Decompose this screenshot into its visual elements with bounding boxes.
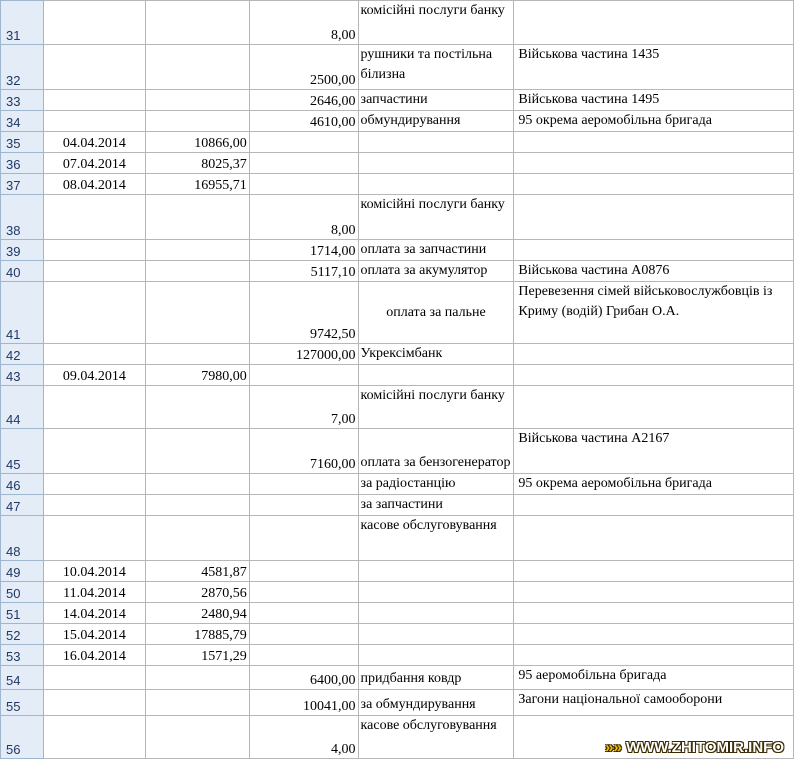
amount-cell[interactable]: [249, 516, 358, 561]
recipient-cell[interactable]: [514, 624, 794, 645]
table-row: [1, 132, 794, 153]
table-row: [1, 174, 794, 195]
date-cell[interactable]: [43, 386, 145, 429]
amount-cell[interactable]: [249, 495, 358, 516]
table-row: [1, 344, 794, 365]
table-row: [1, 561, 794, 582]
row-header[interactable]: 42: [1, 344, 44, 365]
recipient-cell[interactable]: Військова частина 1435: [514, 45, 794, 90]
sum-cell[interactable]: [145, 429, 249, 474]
date-cell[interactable]: [43, 690, 145, 716]
date-cell[interactable]: 09.04.2014: [43, 365, 145, 386]
table-row: [1, 240, 794, 261]
amount-cell[interactable]: 10041,00: [249, 690, 358, 716]
table-row: [1, 153, 794, 174]
row-header[interactable]: 31: [1, 1, 44, 45]
amount-cell[interactable]: 7,00: [249, 386, 358, 429]
sum-cell[interactable]: [145, 344, 249, 365]
purpose-cell[interactable]: комісійні послуги банку: [358, 1, 514, 45]
row-header[interactable]: 37: [1, 174, 44, 195]
amount-cell[interactable]: [249, 645, 358, 666]
date-cell[interactable]: [43, 282, 145, 344]
table-row: [1, 90, 794, 111]
recipient-cell[interactable]: Військова частина 1495: [514, 90, 794, 111]
amount-cell[interactable]: 6400,00: [249, 666, 358, 690]
table-row: [1, 365, 794, 386]
sum-cell[interactable]: [145, 716, 249, 759]
recipient-cell[interactable]: 95 окрема аеромобільна бригада: [514, 474, 794, 495]
purpose-cell[interactable]: [358, 582, 514, 603]
amount-cell[interactable]: [249, 582, 358, 603]
date-cell[interactable]: [43, 474, 145, 495]
sum-cell[interactable]: 10866,00: [145, 132, 249, 153]
table-row: [1, 516, 794, 561]
recipient-cell[interactable]: 95 окрема аеромобільна бригада: [514, 111, 794, 132]
purpose-cell[interactable]: комісійні послуги банку: [358, 386, 514, 429]
recipient-cell[interactable]: [514, 645, 794, 666]
table-row: [1, 195, 794, 240]
date-cell[interactable]: 16.04.2014: [43, 645, 145, 666]
sum-cell[interactable]: [145, 111, 249, 132]
purpose-cell[interactable]: придбання ковдр: [358, 666, 514, 690]
amount-cell[interactable]: [249, 474, 358, 495]
recipient-cell[interactable]: [514, 495, 794, 516]
purpose-cell[interactable]: [358, 561, 514, 582]
sum-cell[interactable]: [145, 474, 249, 495]
date-cell[interactable]: 07.04.2014: [43, 153, 145, 174]
table-row: [1, 645, 794, 666]
amount-cell[interactable]: 2500,00: [249, 45, 358, 90]
recipient-cell[interactable]: [514, 603, 794, 624]
date-cell[interactable]: [43, 666, 145, 690]
amount-cell[interactable]: 8,00: [249, 195, 358, 240]
purpose-cell[interactable]: Укрексімбанк: [358, 344, 514, 365]
row-header[interactable]: 46: [1, 474, 44, 495]
row-header[interactable]: 38: [1, 195, 44, 240]
table-row: [1, 386, 794, 429]
amount-cell[interactable]: 4,00: [249, 716, 358, 759]
amount-cell[interactable]: [249, 153, 358, 174]
sum-cell[interactable]: [145, 495, 249, 516]
row-header[interactable]: 47: [1, 495, 44, 516]
table-row: [1, 45, 794, 90]
amount-cell[interactable]: 9742,50: [249, 282, 358, 344]
row-header[interactable]: 50: [1, 582, 44, 603]
purpose-cell[interactable]: [358, 645, 514, 666]
table-row: [1, 582, 794, 603]
table-row: [1, 429, 794, 474]
row-header[interactable]: 43: [1, 365, 44, 386]
purpose-cell[interactable]: оплата за акумулятор: [358, 261, 514, 282]
sum-cell[interactable]: 16955,71: [145, 174, 249, 195]
date-cell[interactable]: [43, 111, 145, 132]
sum-cell[interactable]: 17885,79: [145, 624, 249, 645]
date-cell[interactable]: [43, 495, 145, 516]
amount-cell[interactable]: [249, 561, 358, 582]
sum-cell[interactable]: [145, 282, 249, 344]
date-cell[interactable]: 08.04.2014: [43, 174, 145, 195]
recipient-cell[interactable]: 95 аеромобільна бригада: [514, 666, 794, 690]
row-header[interactable]: 44: [1, 386, 44, 429]
purpose-cell[interactable]: [358, 624, 514, 645]
amount-cell[interactable]: [249, 624, 358, 645]
date-cell[interactable]: 04.04.2014: [43, 132, 145, 153]
sum-cell[interactable]: [145, 45, 249, 90]
sum-cell[interactable]: [145, 1, 249, 45]
watermark-arrows-icon: »»: [605, 739, 622, 756]
date-cell[interactable]: [43, 45, 145, 90]
row-header[interactable]: 41: [1, 282, 44, 344]
date-cell[interactable]: [43, 516, 145, 561]
sum-cell[interactable]: 8025,37: [145, 153, 249, 174]
row-header[interactable]: 40: [1, 261, 44, 282]
watermark: [605, 739, 784, 756]
purpose-cell[interactable]: касове обслуговування: [358, 716, 514, 759]
sum-cell[interactable]: 2480,94: [145, 603, 249, 624]
table-row: [1, 603, 794, 624]
amount-cell[interactable]: [249, 132, 358, 153]
row-header[interactable]: 32: [1, 45, 44, 90]
purpose-cell[interactable]: рушники та постільна білизна: [358, 45, 514, 90]
table-row: [1, 261, 794, 282]
date-cell[interactable]: 14.04.2014: [43, 603, 145, 624]
recipient-cell[interactable]: Військова частина А2167: [514, 429, 794, 474]
table-row: [1, 624, 794, 645]
sum-cell[interactable]: [145, 516, 249, 561]
purpose-cell[interactable]: [358, 153, 514, 174]
sum-cell[interactable]: [145, 386, 249, 429]
recipient-cell[interactable]: [514, 174, 794, 195]
row-header[interactable]: 56: [1, 716, 44, 759]
amount-cell[interactable]: [249, 174, 358, 195]
recipient-cell[interactable]: [514, 516, 794, 561]
sum-cell[interactable]: [145, 261, 249, 282]
recipient-cell[interactable]: [514, 240, 794, 261]
row-header[interactable]: 36: [1, 153, 44, 174]
recipient-cell[interactable]: [514, 386, 794, 429]
row-header[interactable]: 51: [1, 603, 44, 624]
amount-cell[interactable]: 1714,00: [249, 240, 358, 261]
amount-cell[interactable]: 5117,10: [249, 261, 358, 282]
recipient-cell[interactable]: Військова частина А0876: [514, 261, 794, 282]
date-cell[interactable]: 10.04.2014: [43, 561, 145, 582]
purpose-cell[interactable]: [358, 365, 514, 386]
purpose-cell[interactable]: [358, 603, 514, 624]
date-cell[interactable]: 11.04.2014: [43, 582, 145, 603]
recipient-cell[interactable]: Загони національної самооборони: [514, 690, 794, 716]
purpose-cell[interactable]: касове обслуговування: [358, 516, 514, 561]
date-cell[interactable]: [43, 240, 145, 261]
date-cell[interactable]: [43, 716, 145, 759]
amount-cell[interactable]: [249, 603, 358, 624]
table-row: [1, 111, 794, 132]
watermark-text: WWW.ZHITOMIR.INFO: [625, 739, 784, 756]
recipient-cell[interactable]: [514, 1, 794, 45]
row-header[interactable]: 55: [1, 690, 44, 716]
sum-cell[interactable]: [145, 666, 249, 690]
recipient-cell[interactable]: [514, 132, 794, 153]
recipient-cell[interactable]: [514, 344, 794, 365]
purpose-cell[interactable]: [358, 174, 514, 195]
sum-cell[interactable]: [145, 240, 249, 261]
recipient-cell[interactable]: [514, 582, 794, 603]
amount-cell[interactable]: 4610,00: [249, 111, 358, 132]
date-cell[interactable]: [43, 344, 145, 365]
purpose-cell[interactable]: запчастини: [358, 90, 514, 111]
table-row: [1, 282, 794, 344]
recipient-cell[interactable]: [514, 561, 794, 582]
table-row: [1, 495, 794, 516]
purpose-cell[interactable]: за обмундирування: [358, 690, 514, 716]
date-cell[interactable]: [43, 1, 145, 45]
amount-cell[interactable]: 127000,00: [249, 344, 358, 365]
row-header[interactable]: 54: [1, 666, 44, 690]
date-cell[interactable]: [43, 90, 145, 111]
date-cell[interactable]: 15.04.2014: [43, 624, 145, 645]
recipient-cell[interactable]: Перевезення сімей військовослужбовців із Криму (водій) Грибан О.А.: [514, 282, 794, 344]
row-header[interactable]: 52: [1, 624, 44, 645]
sum-cell[interactable]: 4581,87: [145, 561, 249, 582]
purpose-cell[interactable]: за запчастини: [358, 495, 514, 516]
sum-cell[interactable]: 7980,00: [145, 365, 249, 386]
table-row: [1, 690, 794, 716]
recipient-cell[interactable]: [514, 365, 794, 386]
date-cell[interactable]: [43, 195, 145, 240]
sum-cell[interactable]: 2870,56: [145, 582, 249, 603]
purpose-cell[interactable]: обмундирування: [358, 111, 514, 132]
row-header[interactable]: 53: [1, 645, 44, 666]
table-row: [1, 474, 794, 495]
amount-cell[interactable]: 2646,00: [249, 90, 358, 111]
recipient-cell[interactable]: [514, 195, 794, 240]
table-row: [1, 1, 794, 45]
purpose-cell[interactable]: комісійні послуги банку: [358, 195, 514, 240]
amount-cell[interactable]: 7160,00: [249, 429, 358, 474]
purpose-cell[interactable]: оплата за запчастини: [358, 240, 514, 261]
purpose-cell[interactable]: оплата за пальне: [358, 282, 514, 344]
row-header[interactable]: 35: [1, 132, 44, 153]
date-cell[interactable]: [43, 429, 145, 474]
amount-cell[interactable]: 8,00: [249, 1, 358, 45]
purpose-cell[interactable]: оплата за бензогенератор: [358, 429, 514, 474]
row-header[interactable]: 39: [1, 240, 44, 261]
row-header[interactable]: 45: [1, 429, 44, 474]
sum-cell[interactable]: [145, 195, 249, 240]
row-header[interactable]: 33: [1, 90, 44, 111]
purpose-cell[interactable]: за радіостанцію: [358, 474, 514, 495]
spreadsheet-body: [1, 1, 794, 759]
amount-cell[interactable]: [249, 365, 358, 386]
recipient-cell[interactable]: [514, 153, 794, 174]
purpose-cell[interactable]: [358, 132, 514, 153]
table-row: [1, 666, 794, 690]
row-header[interactable]: 34: [1, 111, 44, 132]
row-header[interactable]: 48: [1, 516, 44, 561]
sum-cell[interactable]: 1571,29: [145, 645, 249, 666]
date-cell[interactable]: [43, 261, 145, 282]
row-header[interactable]: 49: [1, 561, 44, 582]
sum-cell[interactable]: [145, 90, 249, 111]
sum-cell[interactable]: [145, 690, 249, 716]
